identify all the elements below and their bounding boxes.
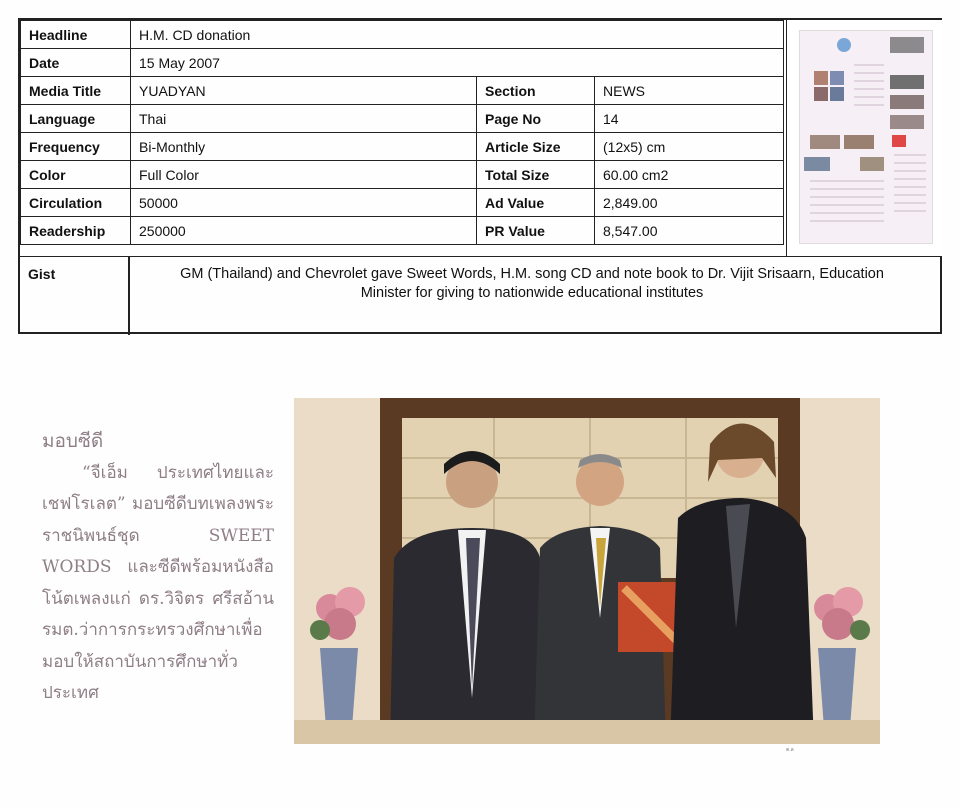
readership-value: 250000 — [131, 217, 477, 245]
headline-value: H.M. CD donation — [131, 21, 784, 49]
gist-line-2: Minister for giving to nationwide educational institutes — [360, 285, 704, 301]
page-thumbnail — [786, 20, 942, 256]
article-text — [42, 426, 274, 710]
page-no-label: Page No — [477, 105, 595, 133]
table-row — [21, 217, 784, 245]
article-size-value: (12x5) cm — [595, 133, 784, 161]
total-size-label: Total Size — [477, 161, 595, 189]
table-row — [21, 105, 784, 133]
table-row — [21, 77, 784, 105]
gist-line-1: GM (Thailand) and Chevrolet gave Sweet Words, H.M. song CD and note book to Dr. Vijit Srisaarn, Education — [180, 266, 884, 282]
language-value: Thai — [131, 105, 477, 133]
readership-label: Readership — [21, 217, 131, 245]
thumbnail-page-image — [799, 30, 933, 244]
thumbnail-illustration — [800, 31, 932, 243]
color-label: Color — [21, 161, 131, 189]
frequency-label: Frequency — [21, 133, 131, 161]
metadata-table — [20, 20, 784, 245]
gist-divider — [128, 257, 130, 335]
table-row — [21, 21, 784, 49]
ad-value-value: 2,849.00 — [595, 189, 784, 217]
gist-row — [20, 256, 940, 335]
circulation-value: 50000 — [131, 189, 477, 217]
section-label: Section — [477, 77, 595, 105]
pr-value-value: 8,547.00 — [595, 217, 784, 245]
gist-text — [132, 265, 932, 303]
photo-illustration — [294, 398, 880, 744]
table-row — [21, 133, 784, 161]
table-row — [21, 161, 784, 189]
ad-value-label: Ad Value — [477, 189, 595, 217]
section-value: NEWS — [595, 77, 784, 105]
headline-label: Headline — [21, 21, 131, 49]
article-size-label: Article Size — [477, 133, 595, 161]
table-row — [21, 189, 784, 217]
language-label: Language — [21, 105, 131, 133]
news-photo — [294, 398, 880, 744]
frequency-value: Bi-Monthly — [131, 133, 477, 161]
date-value: 15 May 2007 — [131, 49, 784, 77]
article-body: “จีเอ็ม ประเทศไทยและเชฟโรเลต” มอบซีดีบทเพลงพระราชนิพนธ์ชุด SWEET WORDS และซีดีพร้อมหนังสือโน้ตเพลงแก่ ดร.วิจิตร ศรีสอ้าน รมต.ว่าการกระทรวงศึกษาเพื่อมอบให้สถาบันการศึกษาทั่วประเทศ — [42, 462, 274, 703]
media-title-value: YUADYAN — [131, 77, 477, 105]
clipping-info-box — [18, 18, 942, 334]
page-no-value: 14 — [595, 105, 784, 133]
table-row — [21, 49, 784, 77]
photo-credit: ต.ล — [786, 747, 794, 753]
date-label: Date — [21, 49, 131, 77]
media-title-label: Media Title — [21, 77, 131, 105]
article-title: มอบซีดี — [42, 430, 104, 452]
circulation-label: Circulation — [21, 189, 131, 217]
gist-label: Gist — [28, 266, 56, 282]
total-size-value: 60.00 cm2 — [595, 161, 784, 189]
color-value: Full Color — [131, 161, 477, 189]
pr-value-label: PR Value — [477, 217, 595, 245]
